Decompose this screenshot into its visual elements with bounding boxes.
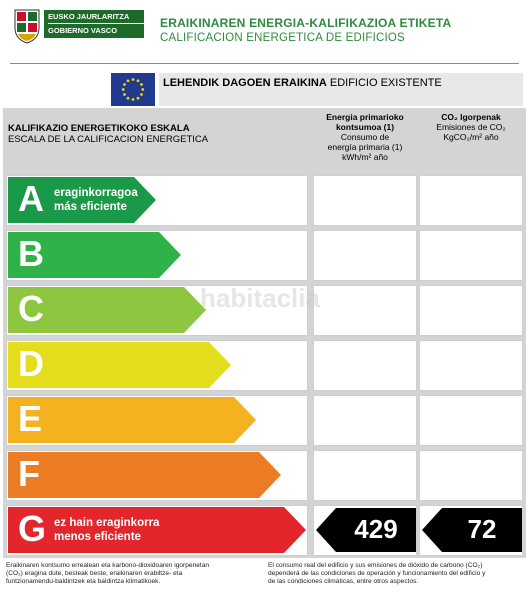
co2-rating-arrow-value: 72 [467,514,497,544]
class-letter: E [18,398,43,439]
header-divider [10,63,519,64]
energy-cell [313,395,417,446]
co2-header-title: CO₂ Igorpenak [441,112,501,122]
class-arrow-b [8,232,181,278]
arrow-shape [8,452,281,498]
footer-basque [6,562,261,586]
class-arrow-g [8,507,306,553]
energy-header-line2: kontsumoa (1) [335,122,395,132]
energy-header-line1: Energia primarioko [326,112,404,122]
energy-sub-line2: energía primaria (1) [327,142,403,152]
footer-basque-line1: Eraikinaren kontsumo errealean eta karbono-dioxidoaren igorpenetan [6,562,210,569]
class-caption-spanish: menos eficiente [54,531,141,543]
co2-sub: Emisiones de CO₂ [436,122,506,132]
building-type-basque: LEHENDIK DAGOEN ERAIKINA [163,77,327,89]
class-arrow-c [8,287,206,333]
watermark: habitaclia [200,283,320,313]
footer-spanish [268,562,526,586]
label-title-basque: ERAIKINAREN ENERGIA-KALIFIKAZIOA ETIKETA [160,16,452,30]
building-type-spanish: EDIFICIO EXISTENTE [329,77,442,89]
energy-cell [313,340,417,391]
energy-rating-arrow-value: 429 [354,514,398,544]
energy-cell [313,285,417,336]
scale-title-basque: KALIFIKAZIO ENERGETIKOKO ESKALA [8,123,190,134]
class-letter: G [18,508,47,549]
class-caption-basque: eraginkorragoa [54,187,138,199]
arrow-shape [8,397,256,443]
co2-cell [419,285,523,336]
class-arrow-d [8,342,231,388]
co2-unit: KgCO₂/m² año [443,132,499,142]
class-letter: F [18,453,40,494]
energy-cell [313,450,417,501]
footer-spanish-line2: dependerá de las condiciones de operación y funcionamiento del edificio y [268,570,486,577]
class-caption [54,516,159,544]
class-caption-basque: ez hain eraginkorra [54,517,160,529]
co2-cell [419,340,523,391]
class-arrow-f [8,452,281,498]
co2-cell [419,230,523,281]
class-letter: D [18,343,44,384]
energy-column-header [313,112,417,162]
co2-cell [419,450,523,501]
co2-column-header [419,112,523,142]
scale-title [8,123,208,145]
footer-basque-line3: funtzionamendu-baldintzek eta baldintza klimatikoek. [6,578,161,585]
footer-spanish-line3: de las condiciones climáticas, entre otros aspectos. [268,578,419,585]
class-letter: B [18,233,44,274]
energy-cell [313,175,417,226]
footer-spanish-line1: El consumo real del edificio y sus emisiones de dióxido de carbono (CO₂) [268,562,483,569]
class-letter: C [18,288,44,329]
co2-rating-arrow [422,508,522,552]
scale-title-spanish: ESCALA DE LA CALIFICACION ENERGETICA [8,134,209,145]
building-type-label [163,77,442,89]
footer-basque-line2: (CO₂) eragina dute, besteak beste, eraikinaren erabiltze- eta [6,570,183,577]
basque-government-emblem [12,8,42,44]
logo-line-es: GOBIERNO VASCO [48,23,144,37]
label-title-spanish: CALIFICACION ENERGETICA DE EDIFICIOS [160,32,405,44]
logo-line-eu: EUSKO JAURLARITZA [48,12,130,21]
co2-cell [419,175,523,226]
class-letter: A [18,178,44,219]
energy-sub-line1: Consumo de [340,132,390,142]
energy-unit: kWh/m² año [342,152,388,162]
class-arrow-e [8,397,256,443]
class-caption-spanish: más eficiente [54,201,127,213]
co2-cell [419,395,523,446]
class-arrow-a [8,177,156,223]
energy-rating-arrow [316,508,416,552]
eu-flag-icon [111,73,155,106]
government-logo-text [44,10,144,38]
class-caption [54,186,138,214]
coat-of-arms-icon [12,8,42,44]
energy-cell [313,230,417,281]
